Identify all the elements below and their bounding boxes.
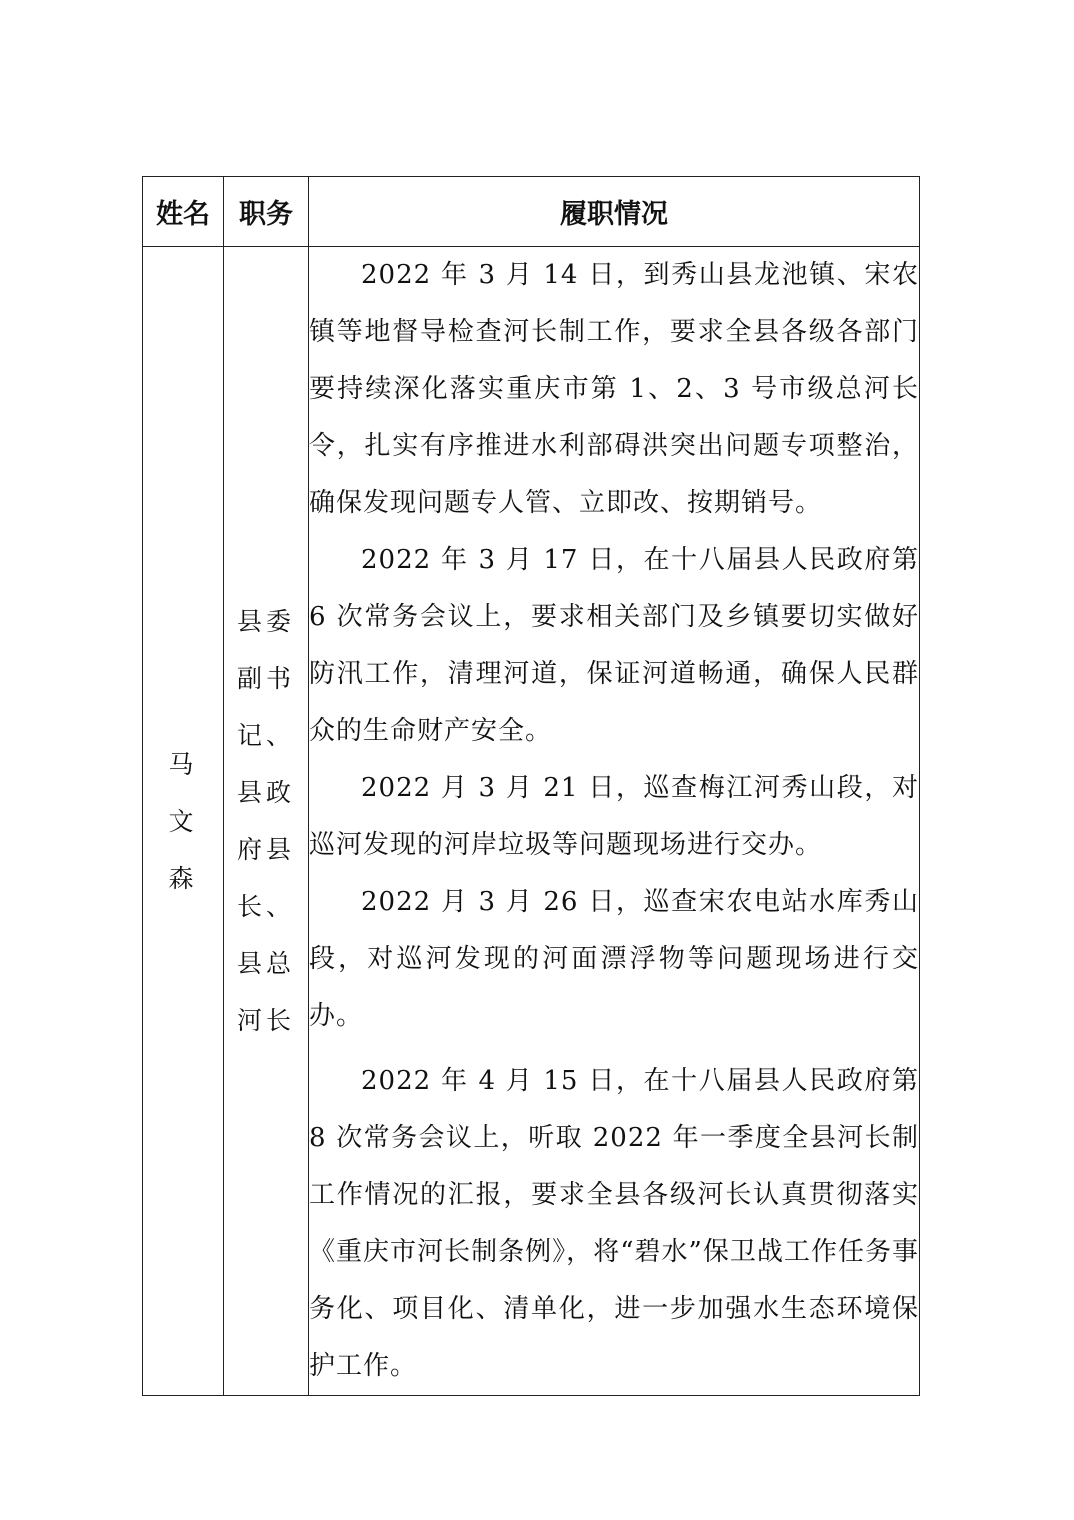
- header-title: 职务: [224, 177, 309, 247]
- header-name: 姓名: [143, 177, 224, 247]
- person-title: 县委副书记、县政府县长、县总河长: [237, 607, 296, 1035]
- duties-cell: [309, 247, 920, 1396]
- duty-paragraph: 2022 年 3 月 14 日，到秀山县龙池镇、宋农镇等地督导检查河长制工作，要求全县各级各部门要持续深化落实重庆市第 1、2、3 号市级总河长令，扎实有序推进水利部碍洪突出问题专项整治，确保发现问题专人管、立即改、按期销号。: [309, 260, 919, 518]
- title-cell: [224, 247, 309, 1396]
- header-row: [143, 177, 920, 247]
- duty-paragraph: 2022 月 3 月 21 日，巡查梅江河秀山段，对巡河发现的河岸垃圾等问题现场进行交办。: [309, 773, 919, 860]
- duty-paragraph: 2022 年 3 月 17 日，在十八届县人民政府第 6 次常务会议上，要求相关部门及乡镇要切实做好防汛工作，清理河道，保证河道畅通，确保人民群众的生命财产安全。: [309, 545, 919, 746]
- header-duties: 履职情况: [309, 177, 920, 247]
- person-name: 马文森: [168, 749, 198, 893]
- table-row: [143, 247, 920, 1396]
- duty-paragraph: 2022 年 4 月 15 日，在十八届县人民政府第 8 次常务会议上，听取 2022 年一季度全县河长制工作情况的汇报，要求全县各级河长认真贯彻落实《重庆市河长制条例》，将“碧水”保卫战工作任务事务化、项目化、清单化，进一步加强水生态环境保护工作。: [309, 1066, 919, 1381]
- duty-record-table: [142, 176, 920, 1396]
- name-cell: [143, 247, 224, 1396]
- duty-paragraph: 2022 月 3 月 26 日，巡查宋农电站水库秀山段，对巡河发现的河面漂浮物等问题现场进行交办。: [309, 887, 919, 1031]
